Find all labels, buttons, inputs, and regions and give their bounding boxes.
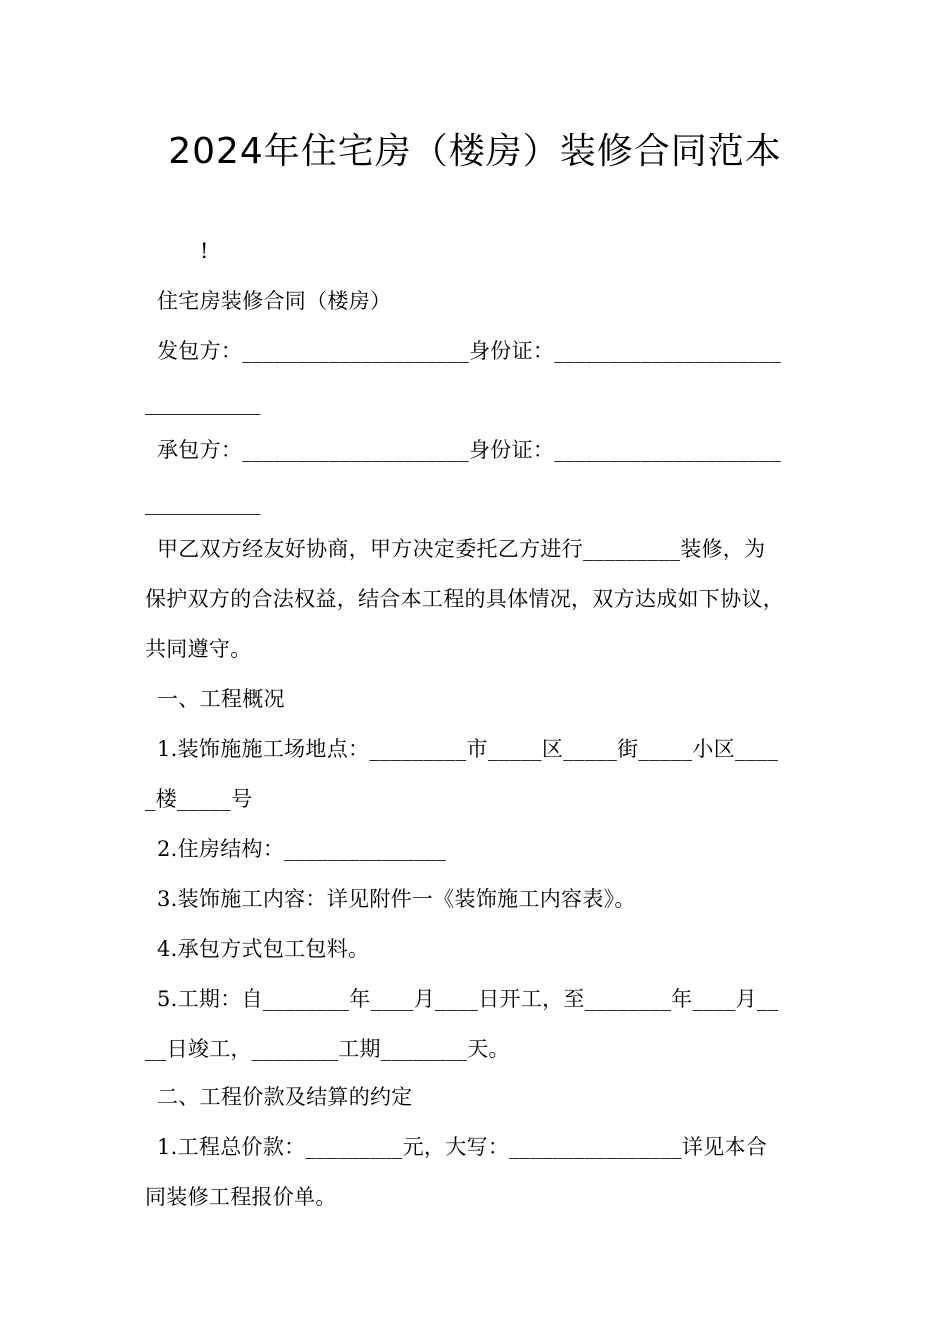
contract-method-line: 4.承包方式包工包料。 <box>157 937 370 961</box>
employer-line-continuation: ___________ <box>145 391 261 415</box>
construction-period-continuation: __日竣工，________工期________天。 <box>145 1037 510 1061</box>
preamble-line-2: 保护双方的合法权益，结合本工程的具体情况，双方达成如下协议， <box>145 587 784 611</box>
contract-heading: 住宅房装修合同（楼房） <box>157 289 392 313</box>
document-title: 2024年住宅房（楼房）装修合同范本 <box>168 131 782 172</box>
preamble-line-3: 共同遵守。 <box>145 637 252 661</box>
construction-content-line: 3.装饰施工内容：详见附件一《装饰施工内容表》。 <box>157 887 636 911</box>
construction-period-line: 5.工期：自________年____月____日开工，至________年____月__ <box>157 987 779 1011</box>
contractor-line-continuation: ___________ <box>145 491 261 515</box>
exclamation-mark: ! <box>200 239 209 263</box>
contractor-line: 承包方：_____________________身份证：_____________________ <box>157 438 781 462</box>
section-1-heading: 一、工程概况 <box>157 687 285 711</box>
housing-structure-line: 2.住房结构：_______________ <box>157 837 447 861</box>
preamble-line-1: 甲乙双方经友好协商，甲方决定委托乙方进行_________装修，为 <box>157 537 766 561</box>
employer-line: 发包方：_____________________身份证：_____________________ <box>157 339 781 363</box>
site-address-continuation: _楼_____号 <box>145 787 253 811</box>
total-price-line: 1.工程总价款：_________元，大写：________________详见本合 <box>157 1135 768 1159</box>
section-2-heading: 二、工程价款及结算的约定 <box>157 1085 413 1109</box>
site-address-line: 1.装饰施施工场地点：_________市_____区_____街_____小区____ <box>157 737 779 761</box>
total-price-continuation: 同装修工程报价单。 <box>145 1185 337 1209</box>
